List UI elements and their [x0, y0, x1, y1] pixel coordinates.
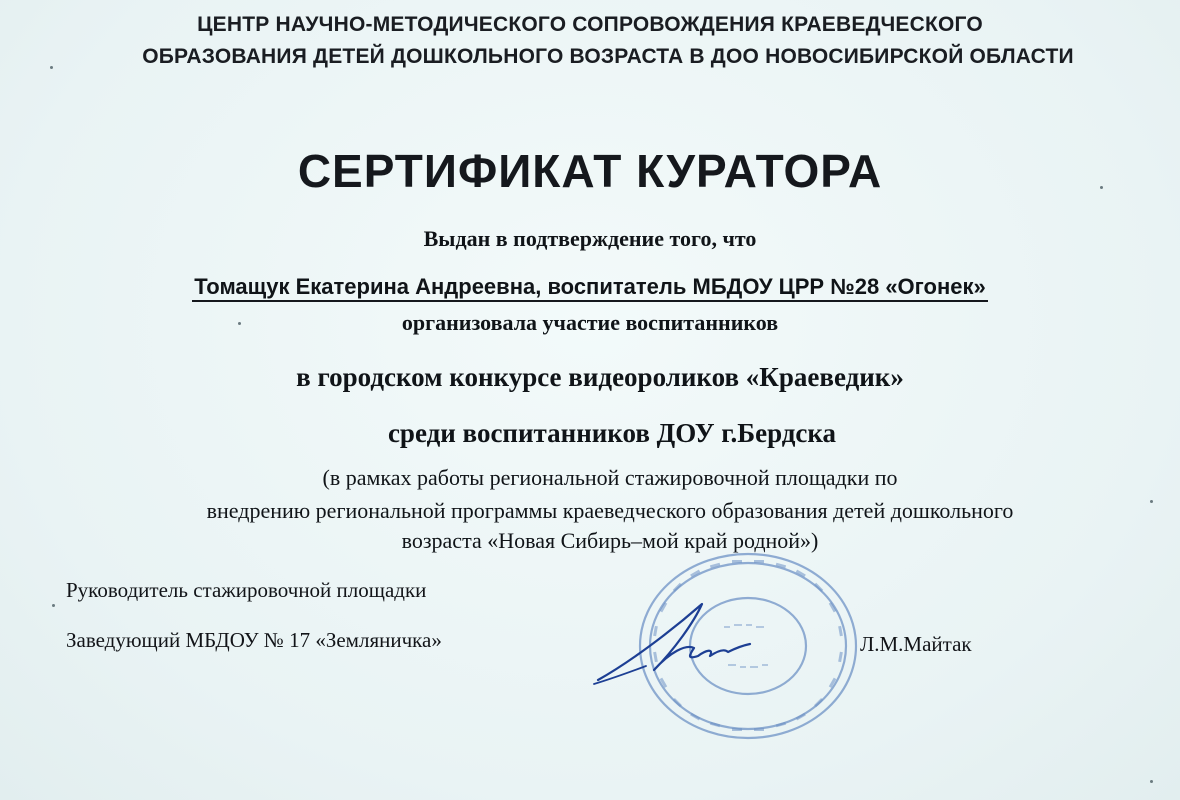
- signer-name: Л.М.Майтак: [860, 632, 972, 656]
- recipient-line: [0, 274, 1180, 300]
- handwritten-signature: [590, 592, 770, 692]
- scan-speck: [1100, 186, 1103, 189]
- contest-name: в городском конкурсе видеороликов «Краеведик»: [296, 362, 904, 392]
- contest-participants: среди воспитанников ДОУ г.Бердска: [387, 418, 837, 448]
- signature-role-2: Заведующий МБДОУ № 17 «Земляничка»: [66, 628, 442, 652]
- issued-statement: Выдан в подтверждение того, что: [423, 226, 757, 251]
- note-line-3: возраста «Новая Сибирь–мой край родной»): [401, 528, 819, 553]
- header-line-2: ОБРАЗОВАНИЯ ДЕТЕЙ ДОШКОЛЬНОГО ВОЗРАСТА В ДОО НОВОСИБИРСКОЙ ОБЛАСТИ: [142, 45, 1074, 68]
- scan-speck: [238, 322, 241, 325]
- recipient-name: Томащук Екатерина Андреевна, воспитатель МБДОУ ЦРР №28 «Огонек»: [192, 274, 988, 302]
- scan-speck: [1150, 500, 1153, 503]
- note-line-2: внедрению региональной программы краеведческого образования детей дошкольного: [206, 498, 1014, 523]
- organized-statement: организовала участие воспитанников: [401, 310, 779, 335]
- header-line-1: ЦЕНТР НАУЧНО-МЕТОДИЧЕСКОГО СОПРОВОЖДЕНИЯ КРАЕВЕДЧЕСКОГО: [197, 13, 983, 36]
- note-line-1: (в рамках работы региональной стажировочной площадки по: [322, 465, 898, 490]
- scan-speck: [52, 604, 55, 607]
- scan-speck: [50, 66, 53, 69]
- signature-role-1: Руководитель стажировочной площадки: [66, 578, 427, 602]
- certificate-title: СЕРТИФИКАТ КУРАТОРА: [297, 145, 883, 197]
- scan-speck: [1150, 780, 1153, 783]
